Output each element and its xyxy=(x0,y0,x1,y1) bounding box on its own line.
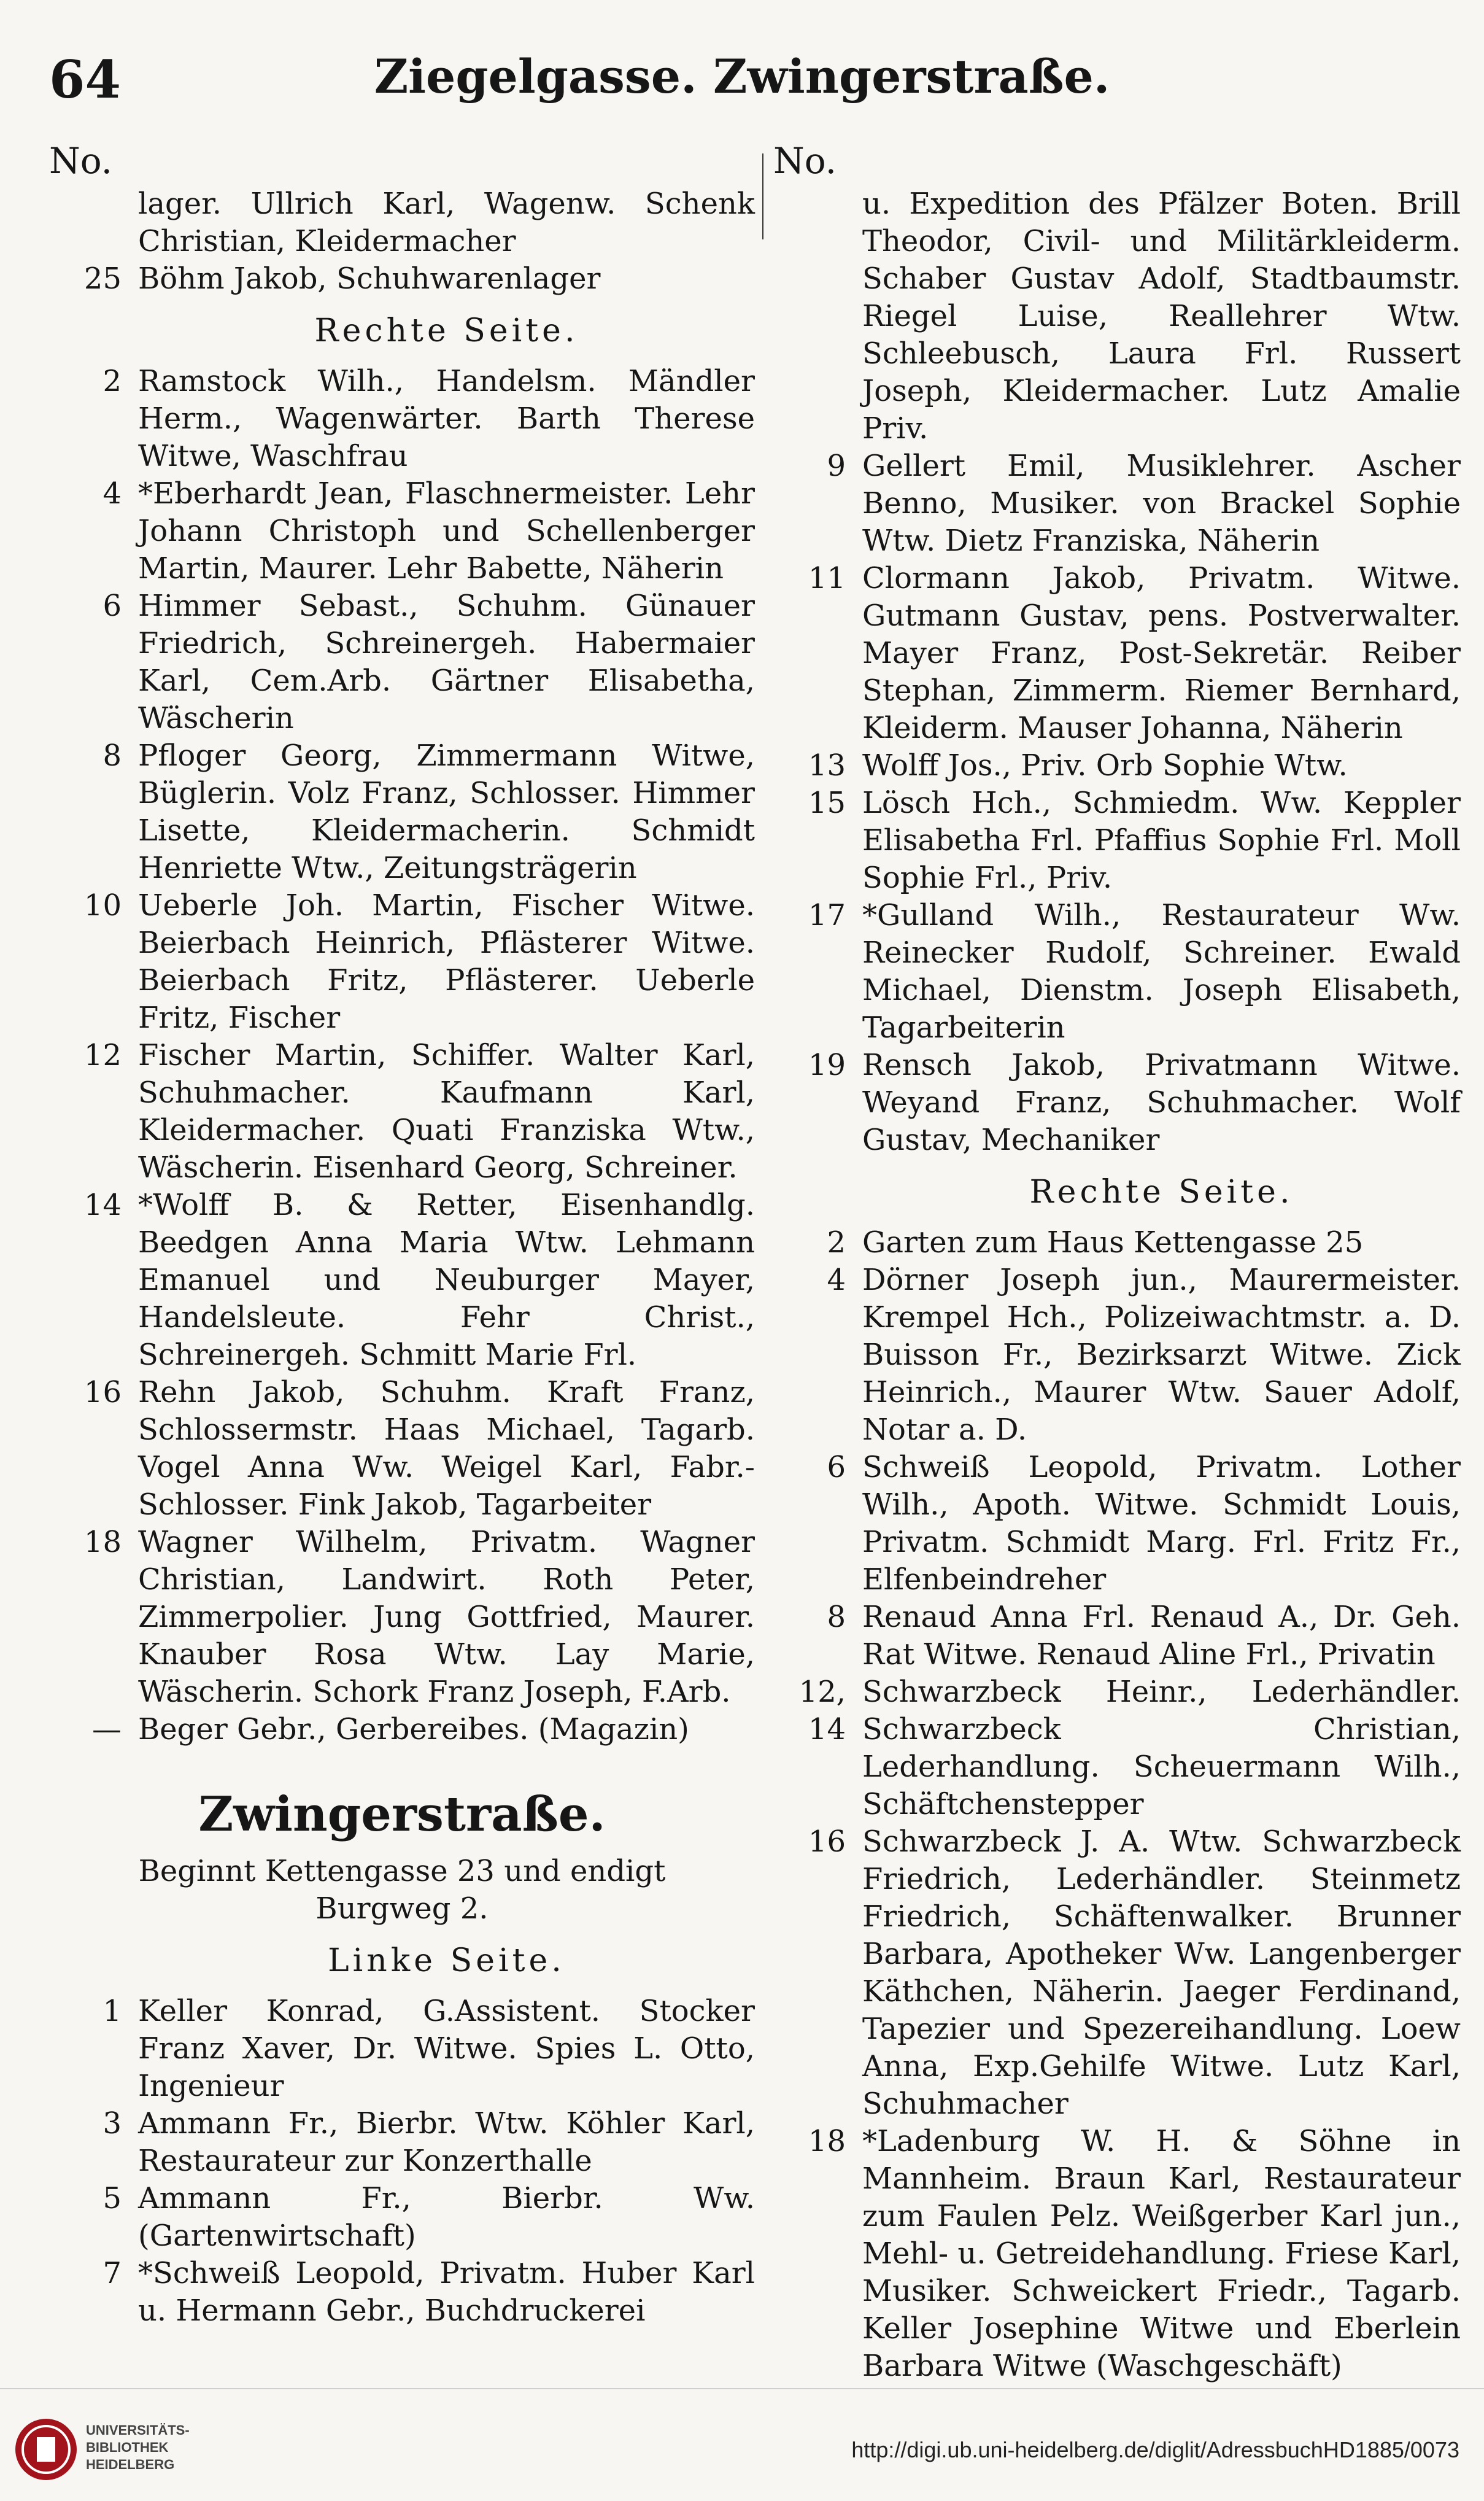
house-number: 9 xyxy=(827,449,846,483)
residents-text: *Ladenburg W. H. & Söhne in Mannheim. Braun Karl, Restaurateur zum Faulen Pelz. Weißgerber Karl jun., Mehl- u. Getreidehandlung. Friese Karl, Musiker. Schweickert Friedr., Tagarb. Keller Josephine Witwe und Eberlein Barbara Witwe (Waschgeschäft) xyxy=(862,2124,1461,2383)
address-entry xyxy=(773,785,1461,897)
house-number: 11 xyxy=(808,561,846,595)
residents-text: Renaud Anna Frl. Renaud A., Dr. Geh. Rat Witwe. Renaud Aline Frl., Privatin xyxy=(862,1600,1461,1672)
address-entry xyxy=(773,1224,1461,1262)
house-number: 14 xyxy=(83,1188,122,1222)
address-entry xyxy=(773,2123,1461,2385)
address-entry xyxy=(49,587,755,737)
house-number: 2 xyxy=(102,364,122,398)
house-number: 10 xyxy=(83,888,122,923)
entry-list xyxy=(49,185,755,298)
source-url-link[interactable]: http://digi.ub.uni-heidelberg.de/diglit/AdressbuchHD1885/0073 xyxy=(851,2437,1459,2462)
address-entry xyxy=(49,1187,755,1374)
residents-text: *Wolff B. & Retter, Eisenhandlg. Beedgen Anna Maria Wtw. Lehmann Emanuel und Neuburger Mayer, Handelsleute. Fehr Christ., Schreinergeh. Schmitt Marie Frl. xyxy=(138,1188,755,1372)
address-entry xyxy=(49,1993,755,2105)
residents-text: lager. Ullrich Karl, Wagenw. Schenk Christian, Kleidermacher xyxy=(138,187,755,258)
house-number: 8 xyxy=(827,1600,846,1634)
residents-text: *Gulland Wilh., Restaurateur Ww. Reinecker Rudolf, Schreiner. Ewald Michael, Dienstm. Joseph Elisabeth, Tagarbeiterin xyxy=(862,898,1461,1045)
house-number: 5 xyxy=(102,2181,122,2216)
address-entry xyxy=(773,1449,1461,1599)
residents-text: Fischer Martin, Schiffer. Walter Karl, Schuhmacher. Kaufmann Karl, Kleidermacher. Quati Franziska Wtw., Wäscherin. Eisenhard Georg, Schreiner. xyxy=(138,1038,755,1185)
house-number: 6 xyxy=(102,589,122,623)
address-entry xyxy=(49,475,755,587)
house-number: 18 xyxy=(83,1525,122,1559)
entry-list xyxy=(773,1224,1461,2385)
house-number: 18 xyxy=(808,2124,846,2158)
residents-text: Dörner Joseph jun., Maurermeister. Krempel Hch., Polizeiwachtmstr. a. D. Buisson Fr., Bezirksarzt Witwe. Zick Heinrich., Maurer Wtw. Sauer Adolf, Notar a. D. xyxy=(862,1263,1461,1447)
address-entry xyxy=(773,1262,1461,1449)
residents-text: Böhm Jakob, Schuhwarenlager xyxy=(138,262,601,296)
entry-list xyxy=(49,1993,755,2330)
residents-text: Wagner Wilhelm, Privatm. Wagner Christian, Landwirt. Roth Peter, Zimmerpolier. Jung Gottfried, Maurer. Knauber Rosa Wtw. Lay Marie, Wäscherin. Schork Franz Joseph, F.Arb. xyxy=(138,1525,755,1709)
entry-list xyxy=(773,185,1461,1159)
residents-text: Ramstock Wilh., Handelsm. Mändler Herm., Wagenwärter. Barth Therese Witwe, Waschfrau xyxy=(138,364,755,473)
residents-text: Ammann Fr., Bierbr. Wtw. Köhler Karl, Restaurateur zur Konzerthalle xyxy=(138,2106,755,2178)
residents-text: Wolff Jos., Priv. Orb Sophie Wtw. xyxy=(862,748,1348,783)
house-number: 7 xyxy=(102,2256,122,2290)
right-column xyxy=(773,141,1461,2385)
address-entry xyxy=(49,887,755,1037)
house-number: 4 xyxy=(102,476,122,511)
house-number: 12 xyxy=(83,1038,122,1072)
house-number: 4 xyxy=(827,1263,846,1297)
house-number: 3 xyxy=(102,2106,122,2141)
residents-text: Rensch Jakob, Privatmann Witwe. Weyand Franz, Schuhmacher. Wolf Gustav, Mechaniker xyxy=(862,1048,1461,1157)
residents-text: Beger Gebr., Gerbereibes. (Magazin) xyxy=(138,1712,689,1747)
logo-line: UNIVERSITÄTS- xyxy=(86,2422,190,2438)
entry-list xyxy=(49,363,755,1748)
residents-text: Garten zum Haus Kettengasse 25 xyxy=(862,1225,1364,1260)
house-number: 6 xyxy=(827,1450,846,1484)
residents-text: Clormann Jakob, Privatm. Witwe. Gutmann Gustav, pens. Postverwalter. Mayer Franz, Post-Sekretär. Reiber Stephan, Zimmerm. Riemer Bernhard, Kleiderm. Mauser Johanna, Näherin xyxy=(862,561,1461,745)
address-entry xyxy=(49,1711,755,1748)
house-number: 15 xyxy=(808,786,846,820)
address-entry xyxy=(49,185,755,260)
residents-text: Rehn Jakob, Schuhm. Kraft Franz, Schlossermstr. Haas Michael, Tagarb. Vogel Anna Ww. Weigel Karl, Fabr.-Schlosser. Fink Jakob, Tagarbeiter xyxy=(138,1375,755,1522)
residents-text: *Eberhardt Jean, Flaschnermeister. Lehr Johann Christoph und Schellenberger Martin, Maurer. Lehr Babette, Näherin xyxy=(138,476,755,586)
house-number: 8 xyxy=(102,739,122,773)
residents-text: Ueberle Joh. Martin, Fischer Witwe. Beierbach Heinrich, Pflästerer Witwe. Beierbach Fritz, Pflästerer. Ueberle Fritz, Fischer xyxy=(138,888,755,1035)
address-entry xyxy=(49,737,755,887)
number-header: No. xyxy=(49,140,113,182)
address-entry xyxy=(773,448,1461,560)
footer-rule xyxy=(0,2388,1484,2389)
house-number: 17 xyxy=(808,898,846,933)
address-entry xyxy=(773,1047,1461,1159)
residents-text: Keller Konrad, G.Assistent. Stocker Franz Xaver, Dr. Witwe. Spies L. Otto, Ingenieur xyxy=(138,1994,755,2103)
residents-text: Schwarzbeck Heinr., Lederhändler. Schwarzbeck Christian, Lederhandlung. Scheuermann Wilh., Schäftchenstepper xyxy=(862,1675,1461,1821)
residents-text: u. Expedition des Pfälzer Boten. Brill Theodor, Civil- und Militärkleiderm. Schaber Gustav Adolf, Stadtbaumstr. Riegel Luise, Reallehrer Wtw. Schleebusch, Laura Frl. Russert Joseph, Kleidermacher. Lutz Amalie Priv. xyxy=(862,187,1461,446)
logo-line: BIBLIOTHEK xyxy=(86,2440,169,2455)
library-seal-icon xyxy=(12,2416,80,2483)
library-logo xyxy=(12,2403,196,2495)
address-entry xyxy=(773,747,1461,785)
address-entry xyxy=(773,1823,1461,2123)
address-entry xyxy=(49,2180,755,2255)
residents-text: Schweiß Leopold, Privatm. Lother Wilh., Apoth. Witwe. Schmidt Louis, Privatm. Schmidt Marg. Frl. Fritz Fr., Elfenbeindreher xyxy=(862,1450,1461,1597)
address-entry xyxy=(49,260,755,298)
residents-text: Lösch Hch., Schmiedm. Ww. Keppler Elisabetha Frl. Pfaffius Sophie Frl. Moll Sophie Frl., Priv. xyxy=(862,786,1461,895)
street-description: Beginnt Kettengasse 23 und endigt Burgweg 2. xyxy=(138,1854,666,1926)
left-column xyxy=(49,141,755,2330)
address-entry xyxy=(49,1374,755,1524)
running-title: Ziegelgasse. Zwingerstraße. xyxy=(374,49,1110,104)
residents-text: Ammann Fr., Bierbr. Ww. (Gartenwirtschaft) xyxy=(138,2181,755,2253)
address-entry xyxy=(49,2105,755,2180)
address-entry xyxy=(773,1673,1461,1823)
address-entry xyxy=(773,560,1461,747)
column-divider xyxy=(762,153,763,239)
street-title: Zwingerstraße. xyxy=(198,1786,606,1842)
house-number: 13 xyxy=(808,748,846,783)
address-entry xyxy=(49,1524,755,1711)
house-number: 16 xyxy=(808,1824,846,1859)
house-number: 19 xyxy=(808,1048,846,1082)
section-heading: Rechte Seite. xyxy=(1029,1174,1294,1211)
address-entry xyxy=(49,363,755,475)
section-heading: Linke Seite. xyxy=(328,1942,565,1979)
section-heading: Rechte Seite. xyxy=(314,312,579,349)
address-entry xyxy=(49,1037,755,1187)
residents-text: Himmer Sebast., Schuhm. Günauer Friedrich, Schreinergeh. Habermaier Karl, Cem.Arb. Gärtner Elisabetha, Wäscherin xyxy=(138,589,755,735)
house-number: 2 xyxy=(827,1225,846,1260)
house-number: 16 xyxy=(83,1375,122,1409)
address-entry xyxy=(773,1599,1461,1673)
house-number: 1 xyxy=(102,1994,122,2028)
logo-line: HEIDELBERG xyxy=(86,2457,175,2472)
address-entry xyxy=(773,185,1461,448)
residents-text: *Schweiß Leopold, Privatm. Huber Karl u. Hermann Gebr., Buchdruckerei xyxy=(138,2256,755,2328)
residents-text: Gellert Emil, Musiklehrer. Ascher Benno, Musiker. von Brackel Sophie Wtw. Dietz Franziska, Näherin xyxy=(862,449,1461,558)
number-header: No. xyxy=(773,140,837,182)
house-number: — xyxy=(92,1712,122,1747)
page-number: 64 xyxy=(49,49,121,110)
address-entry xyxy=(773,897,1461,1047)
residents-text: Pfloger Georg, Zimmermann Witwe, Büglerin. Volz Franz, Schlosser. Himmer Lisette, Kleidermacherin. Schmidt Henriette Wtw., Zeitungsträgerin xyxy=(138,739,755,885)
residents-text: Schwarzbeck J. A. Wtw. Schwarzbeck Friedrich, Lederhändler. Steinmetz Friedrich, Schäftenwalker. Brunner Barbara, Apotheker Ww. Langenberger Käthchen, Näherin. Jaeger Ferdinand, Tapezier und Spezereihandlung. Loew Anna, Exp.Gehilfe Witwe. Lutz Karl, Schuhmacher xyxy=(862,1824,1461,2121)
house-number: 12, 14 xyxy=(798,1675,846,1747)
address-entry xyxy=(49,2255,755,2330)
house-number: 25 xyxy=(83,262,122,296)
